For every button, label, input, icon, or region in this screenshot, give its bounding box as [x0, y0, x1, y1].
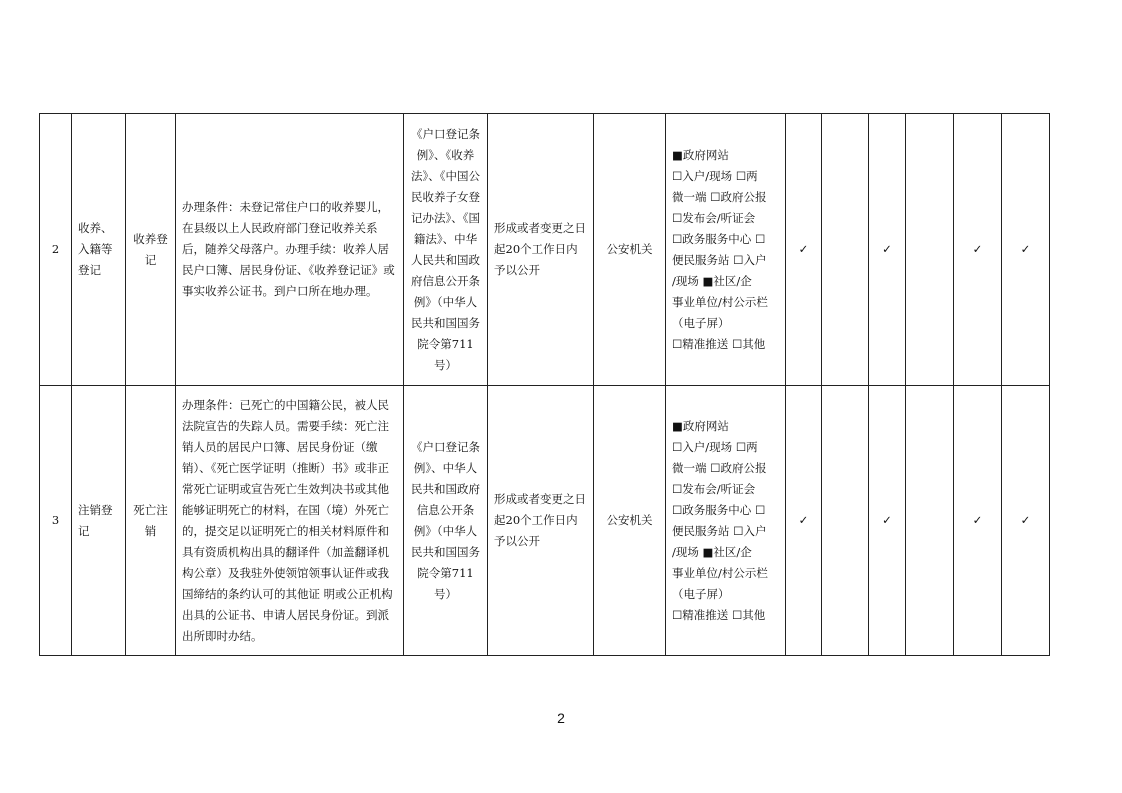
channel-line: ☐政务服务中心 ☐ — [672, 231, 766, 246]
channel-line: 事业单位/村公示栏 — [672, 565, 768, 580]
channel-line: （电子屏） — [672, 586, 730, 601]
check-mark: ✓ — [786, 386, 822, 656]
item-name: 收养、入籍等登记 — [72, 114, 126, 386]
channel-line: 微一端 ☐政府公报 — [672, 460, 767, 475]
check-mark — [906, 114, 954, 386]
row-number: 3 — [40, 386, 72, 656]
channel-line: ☐发布会/听证会 — [672, 210, 756, 225]
channel-line: 便民服务站 ☐入户 — [672, 252, 767, 267]
check-mark: ✓ — [869, 386, 906, 656]
check-mark: ✓ — [1002, 386, 1050, 656]
legal-basis: 《户口登记条例》、《收养法》、《中国公民收养子女登记办法》、《国籍法》、中华人民共和国政府信息公开条例》（中华人民共和国国务院令第711号） — [404, 114, 488, 386]
check-mark — [822, 386, 869, 656]
disclosure-time: 形成或者变更之日起20个工作日内予以公开 — [488, 386, 594, 656]
page-number: 2 — [557, 710, 565, 726]
channel-line: ☐入户/现场 ☐两 — [672, 168, 758, 183]
channel-line: 事业单位/村公示栏 — [672, 294, 768, 309]
disclosure-subject: 公安机关 — [594, 386, 666, 656]
channel-line: ☐政务服务中心 ☐ — [672, 502, 766, 517]
disclosure-table — [39, 113, 1050, 656]
channel-line: 便民服务站 ☐入户 — [672, 523, 767, 538]
table-row — [40, 386, 1050, 656]
item-content: 办理条件：未登记常住户口的收养婴儿，在县级以上人民政府部门登记收养关系后，随养父母落户。办理手续：收养人居民户口簿、居民身份证、《收养登记证》或事实收养公证书。到户口所在地办理。 — [176, 114, 404, 386]
disclosure-time: 形成或者变更之日起20个工作日内予以公开 — [488, 114, 594, 386]
row-number: 2 — [40, 114, 72, 386]
disclosure-subject: 公安机关 — [594, 114, 666, 386]
channel-line: ☐精准推送 ☐其他 — [672, 336, 766, 351]
check-mark: ✓ — [786, 114, 822, 386]
channel-line: ■政府网站 — [672, 147, 729, 162]
check-mark: ✓ — [954, 386, 1002, 656]
table-row — [40, 114, 1050, 386]
item-content: 办理条件：已死亡的中国籍公民，被人民法院宣告的失踪人员。需要手续：死亡注销人员的居民户口簿、居民身份证（缴销）、《死亡医学证明（推断）书》或非正常死亡证明或宣告死亡生效判决书或其他能够证明死亡的材料，在国（境）外死亡的，提交足以证明死亡的相关材料原件和具有资质机构出具的翻译件（加盖翻译机构公章）及我驻外使领馆领事认证件或我国缔结的条约认可的其他证 明或公正机构出具的公证书、申请人居民身份证。到派出所即时办结。 — [176, 386, 404, 656]
check-mark — [822, 114, 869, 386]
check-mark: ✓ — [869, 114, 906, 386]
item-name: 注销登记 — [72, 386, 126, 656]
check-mark — [906, 386, 954, 656]
channel-line: 微一端 ☐政府公报 — [672, 189, 767, 204]
sub-item-name: 收养登记 — [126, 114, 176, 386]
disclosure-channels — [666, 114, 786, 386]
channel-line: ■政府网站 — [672, 418, 729, 433]
check-mark: ✓ — [954, 114, 1002, 386]
channel-line: （电子屏） — [672, 315, 730, 330]
channel-line: ☐发布会/听证会 — [672, 481, 756, 496]
check-mark: ✓ — [1002, 114, 1050, 386]
channel-line: /现场 ■社区/企 — [672, 544, 752, 559]
sub-item-name: 死亡注销 — [126, 386, 176, 656]
legal-basis: 《户口登记条例》、中华人民共和国政府信息公开条例》（中华人民共和国国务院令第711号） — [404, 386, 488, 656]
channel-line: ☐精准推送 ☐其他 — [672, 607, 766, 622]
disclosure-channels — [666, 386, 786, 656]
channel-line: /现场 ■社区/企 — [672, 273, 752, 288]
channel-line: ☐入户/现场 ☐两 — [672, 439, 758, 454]
